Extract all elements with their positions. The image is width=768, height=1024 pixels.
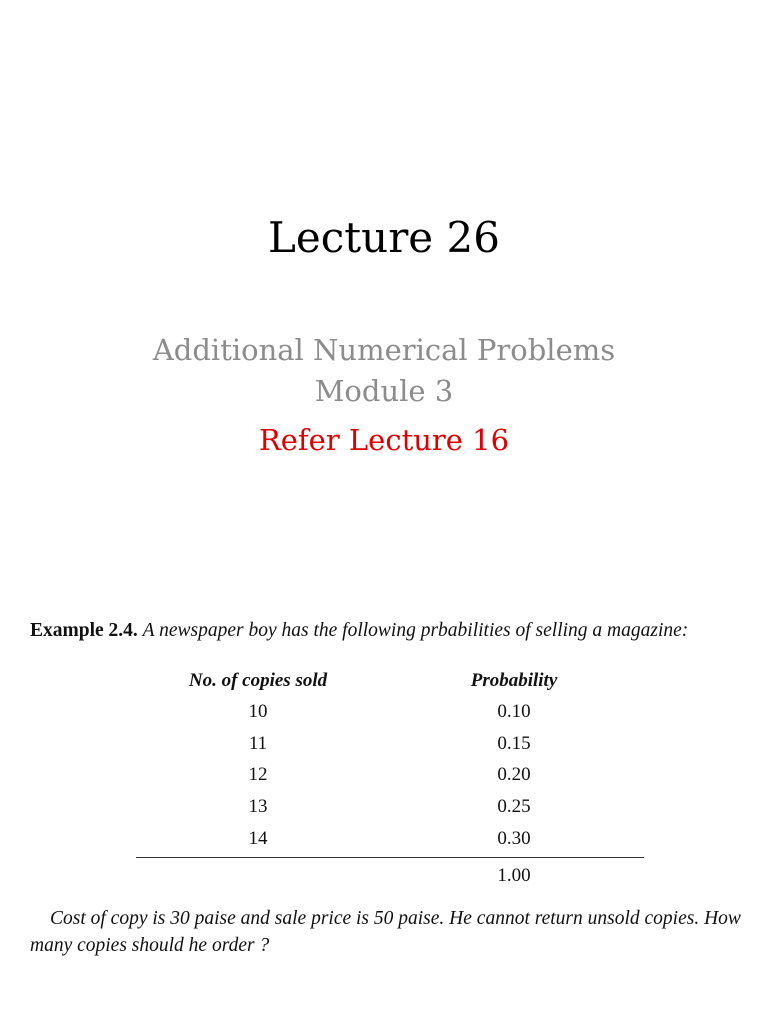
question-line-1: Cost of copy is 30 paise and sale price is 50 paise. He cannot return unsold copies. How: [50, 908, 741, 929]
example-label: Example 2.4.: [30, 620, 138, 641]
example-text: A newspaper boy has the following prbabilities of selling a magazine:: [142, 620, 689, 641]
slide-title: Lecture 26: [268, 213, 500, 262]
column-header-copies: No. of copies sold: [188, 670, 328, 691]
question-line-2: many copies should he order ?: [30, 935, 270, 956]
table-cell-probability: 0.20: [497, 764, 531, 785]
table-total-rule: [136, 857, 644, 858]
subtitle-line-2: Module 3: [314, 374, 454, 408]
table-cell-copies: 14: [248, 828, 268, 849]
table-cell-probability: 0.30: [497, 828, 531, 849]
column-header-probability: Probability: [470, 670, 558, 691]
table-cell-probability: 0.15: [497, 733, 531, 754]
table-cell-probability: 0.10: [497, 701, 531, 722]
example-question: [30, 905, 760, 959]
table-total-probability: 1.00: [497, 865, 531, 886]
example-statement: [30, 620, 760, 642]
subtitle-line-1: Additional Numerical Problems: [152, 333, 616, 367]
reference-note: Refer Lecture 16: [258, 423, 510, 457]
table-cell-copies: 10: [248, 701, 268, 722]
table-cell-probability: 0.25: [497, 796, 531, 817]
table-cell-copies: 12: [248, 764, 268, 785]
table-cell-copies: 11: [248, 733, 268, 754]
table-cell-copies: 13: [248, 796, 268, 817]
